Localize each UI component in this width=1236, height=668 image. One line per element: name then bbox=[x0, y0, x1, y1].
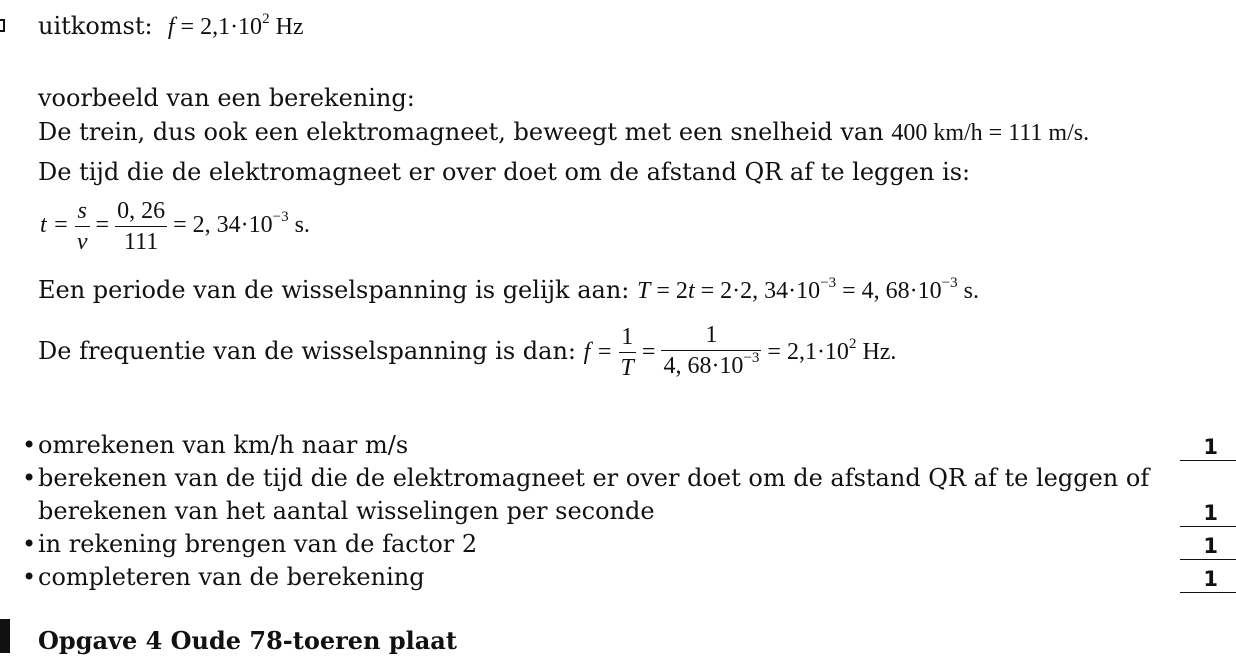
answer-label: uitkomst: bbox=[38, 12, 153, 40]
section-marker bbox=[0, 619, 10, 653]
criterion-bullet: • bbox=[22, 431, 37, 459]
answer-formula: $f = 2,1\cdot 10^2$ Hz bbox=[167, 11, 304, 40]
criterion-score: 1 bbox=[1180, 566, 1236, 593]
example-line-period: Een periode van de wisselspanning is gelijk aan: T = 2t = 2·2, $34\cdot 10^{-3} = 4$, $68\cdot 10^{-3}$ s. bbox=[38, 275, 979, 304]
fraction-one-over-T: $\frac{1}{T}$ bbox=[620, 323, 634, 381]
answer-checkbox bbox=[0, 19, 5, 32]
example-line-speed: De trein, dus ook een elektromagneet, beweegt met een snelheid van 400 km/h = 111 m/s. bbox=[38, 118, 1090, 146]
fraction-one-over-period: $\frac{1}{4, 68\cdot 10^{-3}}$ bbox=[661, 320, 761, 384]
criterion-text-continued: berekenen van het aantal wisselingen per seconde bbox=[38, 497, 655, 525]
criterion-text: omrekenen van km/h naar m/s bbox=[38, 431, 409, 459]
equation-period: T = 2t = 2·2, $34\cdot 10^{-3} = 4$, $68\cdot 10^{-3}$ s. bbox=[637, 275, 979, 304]
example-line-time-intro: De tijd die de elektromagneet er over doet om de afstand QR af te leggen is: bbox=[38, 158, 971, 186]
criterion-text: in rekening brengen van de factor 2 bbox=[38, 530, 478, 558]
criterion-score: 1 bbox=[1180, 434, 1236, 461]
section-heading: Opgave 4 Oude 78-toeren plaat bbox=[38, 626, 457, 655]
answer-line bbox=[38, 12, 304, 41]
criterion-text: berekenen van de tijd die de elektromagneet er over doet om de afstand QR af te leggen of bbox=[38, 464, 1150, 492]
criterion-text: completeren van de berekening bbox=[38, 563, 425, 591]
example-intro: voorbeeld van een berekening: bbox=[38, 84, 415, 112]
fraction-s-over-v: $\frac{s}{v}$ bbox=[76, 198, 88, 255]
example-line-frequency: De frequentie van de wisselspanning is dan: f = $\frac{1}{T}$ = $\frac{1}{4, 68\cdot 10^{-3}}$ = $2,1\cdot 10^2$ Hz. bbox=[38, 320, 896, 384]
criterion-bullet: • bbox=[22, 530, 37, 558]
criterion-score: 1 bbox=[1180, 500, 1236, 527]
equation-frequency: f = $\frac{1}{T}$ = $\frac{1}{4, 68\cdot 10^{-3}}$ = $2,1\cdot 10^2$ Hz. bbox=[584, 338, 897, 364]
speed-conversion: 400 km/h = 111 m/s. bbox=[891, 120, 1090, 146]
criterion-bullet: • bbox=[22, 563, 37, 591]
criterion-score: 1 bbox=[1180, 533, 1236, 560]
equation-time: t = $\frac{s}{v}$ = $\frac{0, 26}{111}$ = 2, $34\cdot 10^{-3}$ s. bbox=[40, 198, 310, 255]
fraction-distance-over-speed: $\frac{0, 26}{111}$ bbox=[117, 198, 166, 255]
criterion-bullet: • bbox=[22, 464, 37, 492]
